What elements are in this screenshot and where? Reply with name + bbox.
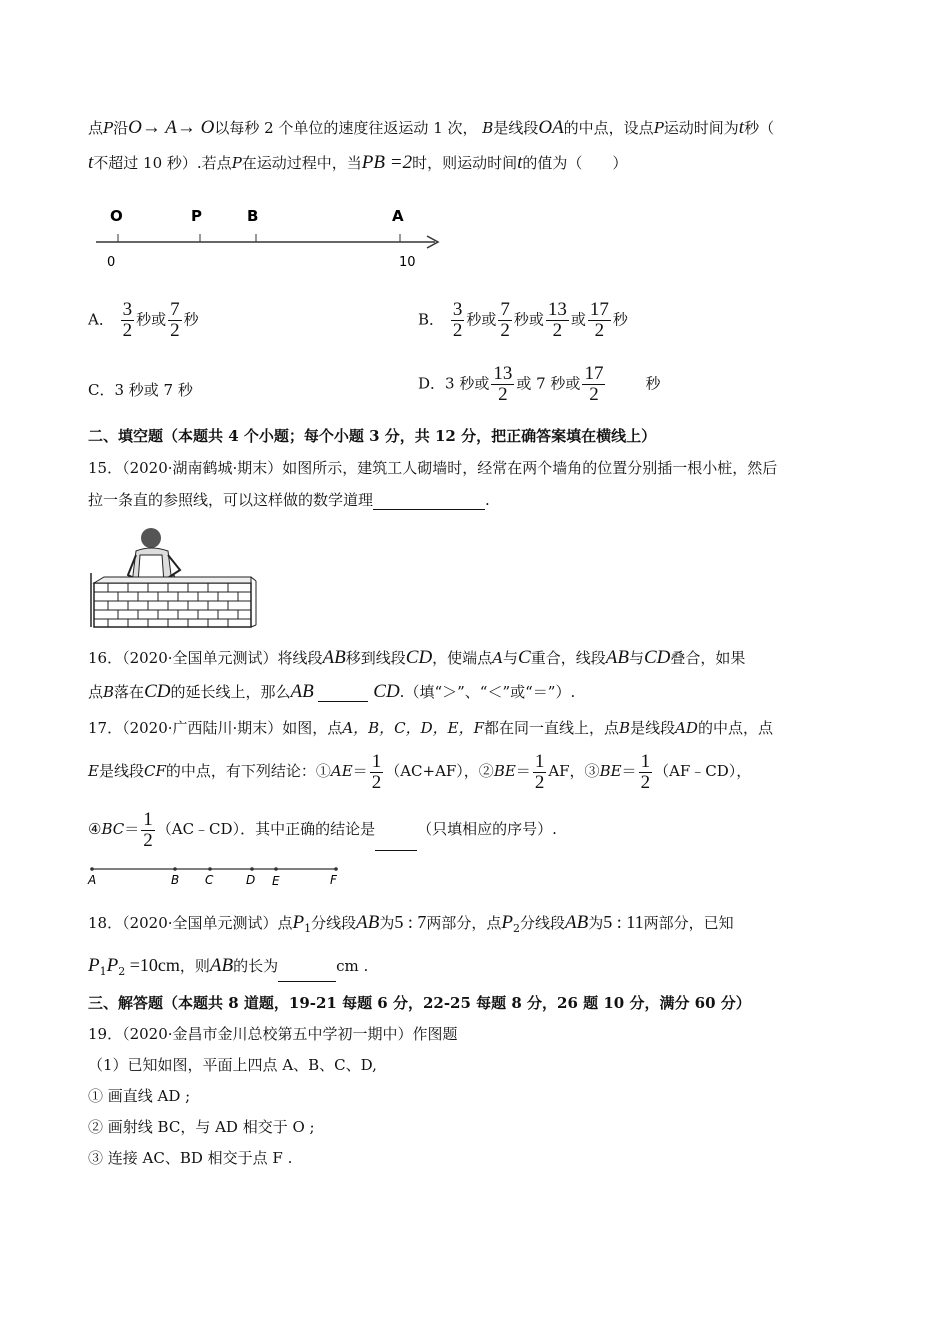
option-B: B． $\frac{3}{2}$ 秒或 $\frac{7}{2}$ 秒或 $\frac{13}{2}$ 或 $\frac{17}{2}$ 秒 <box>418 299 628 341</box>
option-D: D．3 秒或 $\frac{13}{2}$ 或 7 秒或 $\frac{17}{2}$ 秒 <box>418 363 661 405</box>
point-label-E: E <box>272 874 280 888</box>
point-label-B: B <box>171 873 180 887</box>
q17-line1: 17．（2020·广西陆川·期末）如图，点A，B，C，D，E，F都在同一直线上，点B是线段AD的中点，点 <box>88 719 773 737</box>
segment-figure <box>86 860 346 890</box>
section-3-heading: 三、解答题（本题共 8 道题，19-21 每题 6 分，22-25 每题 8 分，26 题 10 分，满分 60 分） <box>88 994 751 1012</box>
answer-blank <box>375 836 417 851</box>
point-label-F: F <box>330 873 337 887</box>
option-A: A． $\frac{3}{2}$ 秒或 $\frac{7}{2}$ 秒 <box>88 299 199 341</box>
point-label-B: B <box>247 207 259 225</box>
q18-line2: $P_1P_2 =10cm$，则AB的长为 cm . <box>88 955 368 982</box>
q15-line1: 15．（2020·湖南鹤城·期末）如图所示，建筑工人砌墙时，经常在两个墙角的位置分别插一根小桩，然后 <box>88 459 778 477</box>
q15-line2: 拉一条直的参照线，可以这样做的数学道理 . <box>88 491 490 509</box>
q19-line3: ② 画射线 BC，与 AD 相交于 O ; <box>88 1118 315 1136</box>
q17-line2: E是线段CF的中点，有下列结论：①AE＝ $\frac{1}{2}$ （AC+AF），②BE＝ $\frac{1}{2}$ AF，③BE＝ $\frac{1}{2}$ （AF﹣CD）， <box>88 750 752 793</box>
answer-blank <box>318 687 368 702</box>
point-label-P: P <box>191 207 202 225</box>
answer-blank <box>373 495 485 510</box>
point-label-O: O <box>110 207 123 225</box>
option-C: C．3 秒或 7 秒 <box>88 381 193 399</box>
point-label-A: A <box>88 873 97 887</box>
q14-line1: 点P沿O→ A→ O以每秒 2 个单位的速度往返运动 1 次， B是线段OA的中点，设点P运动时间为t秒（ <box>88 117 775 138</box>
q17-line3: ④BC＝ $\frac{1}{2}$ （AC﹣CD）．其中正确的结论是 （只填相应的序号）. <box>88 808 557 851</box>
point-label-D: D <box>246 873 256 887</box>
q18-line1: 18．（2020·全国单元测试）点$P_1$分线段AB为5 : 7两部分，点$P_2$分线段AB为5 : 11两部分，已知 <box>88 912 734 935</box>
q19-title: 19．（2020·金昌市金川总校第五中学初一期中）作图题 <box>88 1025 458 1043</box>
answer-blank <box>278 967 336 982</box>
point-label-C: C <box>205 873 214 887</box>
q16-line1: 16．（2020·全国单元测试）将线段AB移到线段CD，使端点A与C重合，线段AB与CD叠合，如果 <box>88 647 746 668</box>
q19-line4: ③ 连接 AC、BD 相交于点 F . <box>88 1149 293 1167</box>
section-2-heading: 二、填空题（本题共 4 个小题；每个小题 3 分，共 12 分，把正确答案填在横线上） <box>88 427 657 445</box>
point-label-A: A <box>392 207 404 225</box>
q16-line2: 点B落在CD的延长线上，那么AB CD.（填“＞”、“＜”或“＝”）. <box>88 681 576 702</box>
q14-line2: t不超过 10 秒）.若点P在运动过程中，当PB =2时，则运动时间t的值为（ ） <box>88 152 628 173</box>
tick-label-0: 0 <box>107 255 116 270</box>
q19-line2: ① 画直线 AD ; <box>88 1087 191 1105</box>
bricklayer-illustration <box>88 525 258 633</box>
q19-line1: （1）已知如图，平面上四点 A、B、C、D, <box>88 1056 377 1074</box>
tick-label-10: 10 <box>399 255 416 270</box>
number-line-figure <box>90 200 450 275</box>
